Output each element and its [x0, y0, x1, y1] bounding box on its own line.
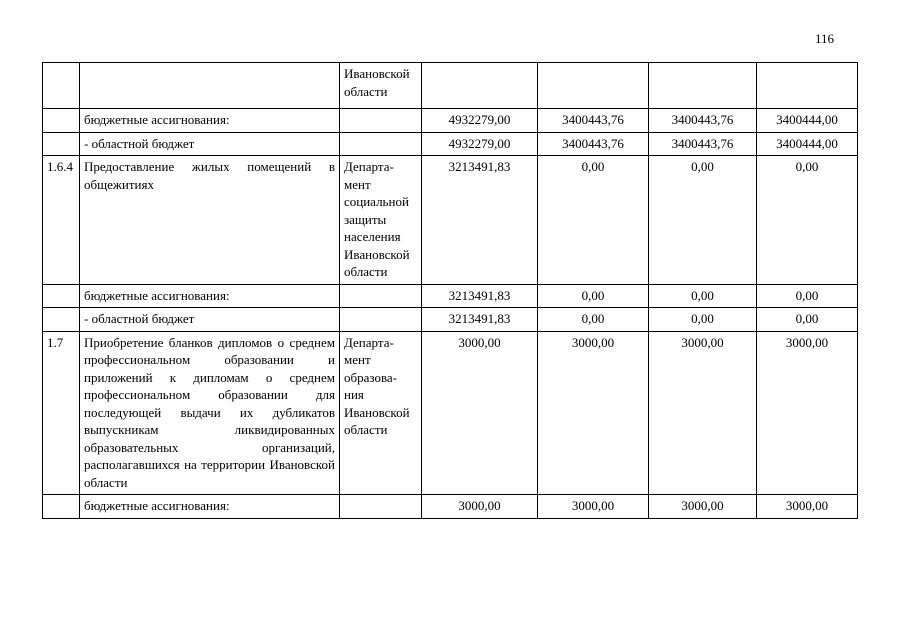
row-name: бюджетные ассигнования:: [80, 284, 340, 308]
row-name: бюджетные ассигнования:: [80, 495, 340, 519]
row-code: [43, 132, 80, 156]
table-row: [43, 331, 858, 495]
row-value-2: 3400443,76: [538, 109, 649, 133]
row-value-4: 0,00: [757, 156, 858, 285]
row-value-3: 0,00: [649, 284, 757, 308]
row-value-1: 3000,00: [422, 331, 538, 495]
row-value-3: 3000,00: [649, 495, 757, 519]
row-code: 1.6.4: [43, 156, 80, 285]
row-value-3: 3400443,76: [649, 109, 757, 133]
row-code: [43, 284, 80, 308]
row-value-3: [649, 63, 757, 109]
row-executor: [340, 109, 422, 133]
row-value-4: 3400444,00: [757, 109, 858, 133]
row-code: [43, 109, 80, 133]
row-code: 1.7: [43, 331, 80, 495]
row-value-2: 0,00: [538, 284, 649, 308]
row-executor: Департа- мент образова- ния Ивановской области: [340, 331, 422, 495]
row-value-2: 0,00: [538, 156, 649, 285]
row-executor: [340, 308, 422, 332]
table-row: [43, 156, 858, 285]
row-executor: [340, 284, 422, 308]
row-value-2: 0,00: [538, 308, 649, 332]
row-value-3: 0,00: [649, 308, 757, 332]
row-value-1: 3213491,83: [422, 284, 538, 308]
row-value-2: 3000,00: [538, 331, 649, 495]
row-executor: Ивановской области: [340, 63, 422, 109]
row-value-4: 3400444,00: [757, 132, 858, 156]
row-name: [80, 63, 340, 109]
row-code: [43, 63, 80, 109]
row-value-4: 0,00: [757, 284, 858, 308]
page-number: 116: [815, 31, 835, 46]
budget-table: [42, 62, 858, 519]
row-value-3: 3000,00: [649, 331, 757, 495]
row-value-1: [422, 63, 538, 109]
row-name: - областной бюджет: [80, 132, 340, 156]
row-value-1: 4932279,00: [422, 132, 538, 156]
row-name: Приобретение бланков дипломов о среднем профессиональном образовании и приложений к дипломам о среднем профессиональном образовании для последующей выдачи их дубликатов выпускникам ликвидированных образовательных организаций, располагавшихся на территории Ивановской области: [80, 331, 340, 495]
row-executor: [340, 132, 422, 156]
row-value-4: 3000,00: [757, 331, 858, 495]
row-value-2: 3000,00: [538, 495, 649, 519]
row-value-1: 3000,00: [422, 495, 538, 519]
table-row: [43, 109, 858, 133]
table-row: [43, 63, 858, 109]
row-value-3: 0,00: [649, 156, 757, 285]
row-name: Предоставление жилых помещений в общежитиях: [80, 156, 340, 285]
row-name: - областной бюджет: [80, 308, 340, 332]
row-executor: [340, 495, 422, 519]
row-value-1: 3213491,83: [422, 156, 538, 285]
row-value-4: 3000,00: [757, 495, 858, 519]
table-row: [43, 284, 858, 308]
row-value-3: 3400443,76: [649, 132, 757, 156]
row-executor: Департа- мент социальной защиты населения Ивановской области: [340, 156, 422, 285]
table-row: [43, 495, 858, 519]
row-code: [43, 308, 80, 332]
row-value-4: 0,00: [757, 308, 858, 332]
table-row: [43, 308, 858, 332]
row-value-2: 3400443,76: [538, 132, 649, 156]
row-value-1: 3213491,83: [422, 308, 538, 332]
row-value-1: 4932279,00: [422, 109, 538, 133]
row-name: бюджетные ассигнования:: [80, 109, 340, 133]
row-value-2: [538, 63, 649, 109]
row-value-4: [757, 63, 858, 109]
row-code: [43, 495, 80, 519]
table-row: [43, 132, 858, 156]
